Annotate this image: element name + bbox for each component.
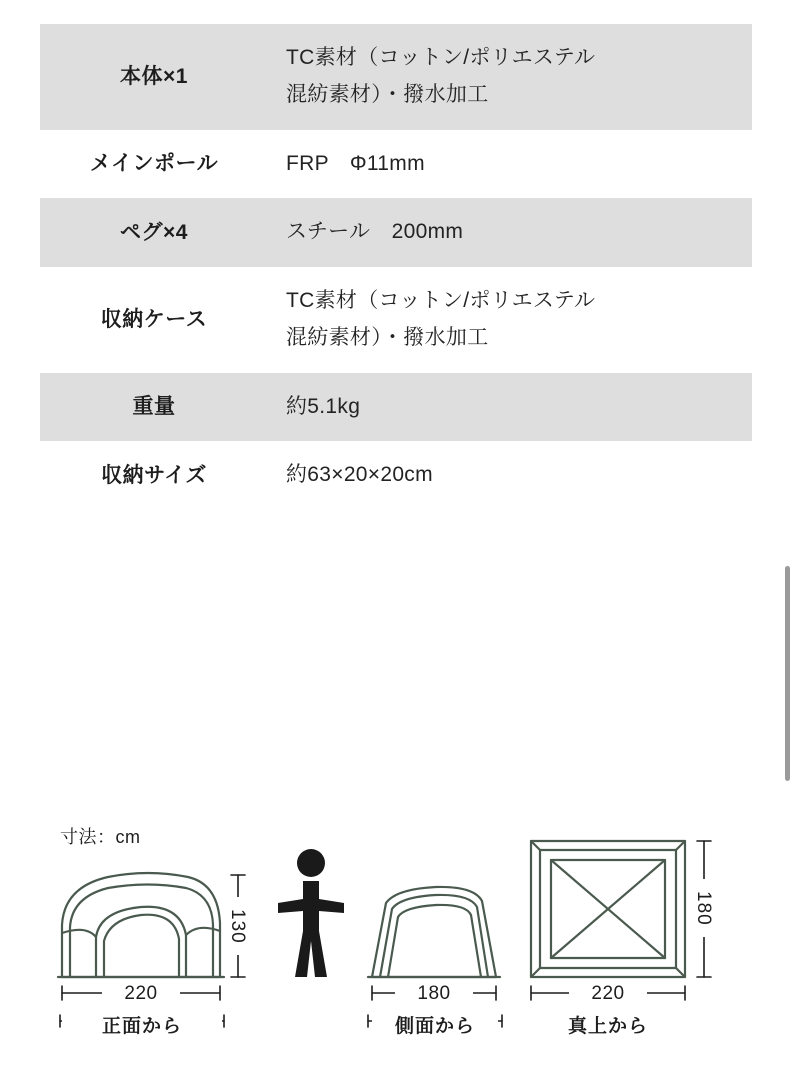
spec-value: 約5.1kg bbox=[286, 394, 361, 418]
side-width-value: 180 bbox=[395, 983, 473, 1005]
table-row bbox=[40, 441, 752, 510]
table-row bbox=[40, 130, 752, 199]
top-view-caption: 真上から bbox=[528, 1011, 688, 1038]
dimension-unit-label: 寸法：cm bbox=[60, 827, 141, 847]
table-row bbox=[40, 198, 752, 267]
spec-value-line1: TC素材（コットン/ポリエステル bbox=[286, 46, 596, 69]
front-width-value: 220 bbox=[102, 983, 180, 1005]
spec-label: 収納ケース bbox=[100, 308, 208, 331]
spec-value-line2: 混紡素材）・撥水加工 bbox=[286, 325, 489, 349]
spec-label: 収納サイズ bbox=[101, 463, 207, 487]
table-row bbox=[40, 267, 752, 373]
spec-table bbox=[40, 24, 752, 510]
table-row bbox=[40, 24, 752, 130]
spec-label: ペグ×4 bbox=[120, 220, 188, 244]
spec-value-line2: 混紡素材）・撥水加工 bbox=[286, 82, 489, 106]
front-view-caption: 正面から bbox=[62, 1011, 222, 1038]
table-row bbox=[40, 373, 752, 442]
spec-value bbox=[268, 267, 752, 373]
dimension-diagram bbox=[0, 805, 793, 1080]
top-depth-value: 180 bbox=[694, 879, 714, 937]
front-height-value: 130 bbox=[228, 897, 248, 955]
spec-value: スチール 200mm bbox=[286, 220, 464, 244]
spec-value: 約63×20×20cm bbox=[286, 463, 433, 487]
side-view-caption: 側面から bbox=[372, 1011, 498, 1038]
spec-label: メインポール bbox=[89, 152, 219, 176]
spec-value bbox=[268, 24, 752, 130]
spec-label: 重量 bbox=[132, 395, 176, 419]
spec-value-line1: TC素材（コットン/ポリエステル bbox=[286, 289, 596, 312]
top-width-value: 220 bbox=[569, 983, 647, 1005]
diagram-graphics bbox=[0, 805, 793, 1080]
spec-value: FRP Φ11mm bbox=[286, 151, 425, 175]
scrollbar-thumb[interactable] bbox=[785, 566, 790, 781]
spec-label: 本体×1 bbox=[120, 65, 188, 88]
